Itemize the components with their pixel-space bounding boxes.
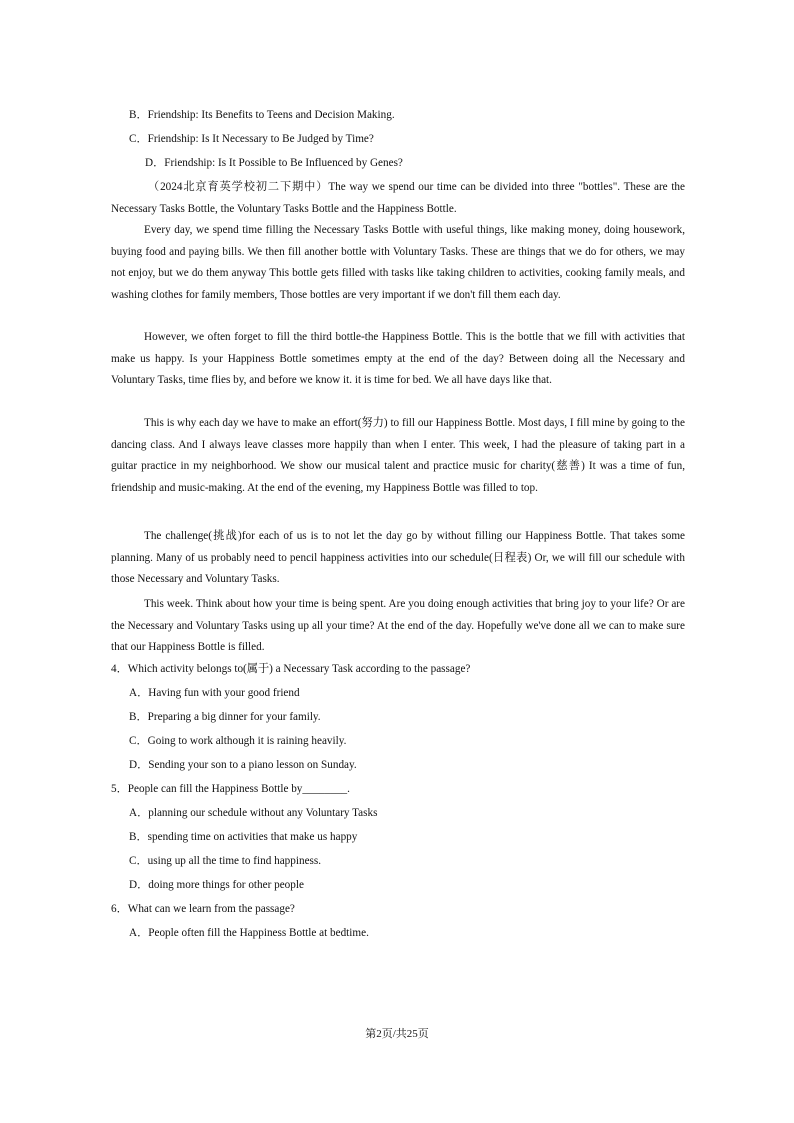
question-5-option-b: B．spending time on activities that make us happy: [129, 831, 358, 843]
prev-option-d: D．Friendship: Is It Possible to Be Influenced by Genes?: [145, 157, 403, 169]
question-5-option-d: D．doing more things for other people: [129, 879, 304, 891]
passage-paragraph-4: This is why each day we have to make an effort(努力) to fill our Happiness Bottle. Most days, I fill mine by going to the dancing class. And I always leave classes more happily than when I enter. This week, I had the pleasure of taking part in a guitar practice in my neighborhood. We show our musical talent and practice music for charity(慈善) It was a time of fun, friendship and music-making. At the end of the evening, my Happiness Bottle was filled to top.: [111, 417, 685, 494]
passage-source-tag: （2024北京育英学校初二下期中）: [148, 181, 329, 193]
question-5-stem: 5．People can fill the Happiness Bottle by________.: [111, 783, 350, 795]
passage-paragraph-2: Every day, we spend time filling the Necessary Tasks Bottle with useful things, like making money, doing housework, buying food and paying bills. We then fill another bottle with Voluntary Tasks. These are things that we do for others, we may not enjoy, but we do them anyway This bottle gets filled with tasks like taking children to activities, cooking family meals, and washing clothes for family members, Those bottles are very important if we don't fill them each day.: [111, 224, 685, 301]
question-4-option-a: A．Having fun with your good friend: [129, 687, 300, 699]
question-5-option-c: C．using up all the time to find happiness.: [129, 855, 322, 867]
question-4-option-d: D．Sending your son to a piano lesson on Sunday.: [129, 759, 357, 771]
question-4-option-c: C．Going to work although it is raining heavily.: [129, 735, 347, 747]
question-5-option-a: A．planning our schedule without any Voluntary Tasks: [129, 807, 378, 819]
question-4-stem: 4．Which activity belongs to(属于) a Necessary Task according to the passage?: [111, 663, 471, 675]
prev-option-b: B．Friendship: Its Benefits to Teens and Decision Making.: [129, 109, 395, 121]
prev-option-c: C．Friendship: Is It Necessary to Be Judged by Time?: [129, 133, 374, 145]
question-6-option-a: A．People often fill the Happiness Bottle at bedtime.: [129, 927, 369, 939]
page-footer: 第2页/共25页: [365, 1028, 429, 1040]
passage-text: The way we spend our time can be divided into three "bottles". These are the Necessary Tasks Bottle, the Voluntary Tasks Bottle and the Happiness Bottle.: [111, 181, 685, 215]
passage-paragraph-1: [111, 177, 685, 220]
question-6-stem: 6．What can we learn from the passage?: [111, 903, 295, 915]
passage-paragraph-6: This week. Think about how your time is being spent. Are you doing enough activities that bring joy to your life? Or are the Necessary and Voluntary Tasks using up all your time? At the end of the day. Hopefully we've done all we can to make sure that our Happiness Bottle is filled.: [111, 598, 685, 654]
question-4-option-b: B．Preparing a big dinner for your family.: [129, 711, 321, 723]
passage-paragraph-3: However, we often forget to fill the third bottle-the Happiness Bottle. This is the bottle that we fill with activities that make us happy. Is your Happiness Bottle sometimes empty at the end of the day? Between doing all the Necessary and Voluntary Tasks, time flies by, and before we know it. it is time for bed. We all have days like that.: [111, 331, 685, 387]
passage-paragraph-5: The challenge(挑战)for each of us is to not let the day go by without filling our Happiness Bottle. That takes some planning. Many of us probably need to pencil happiness activities into our schedule(日程表) Or, we will fill our schedule with those Necessary and Voluntary Tasks.: [111, 530, 685, 586]
